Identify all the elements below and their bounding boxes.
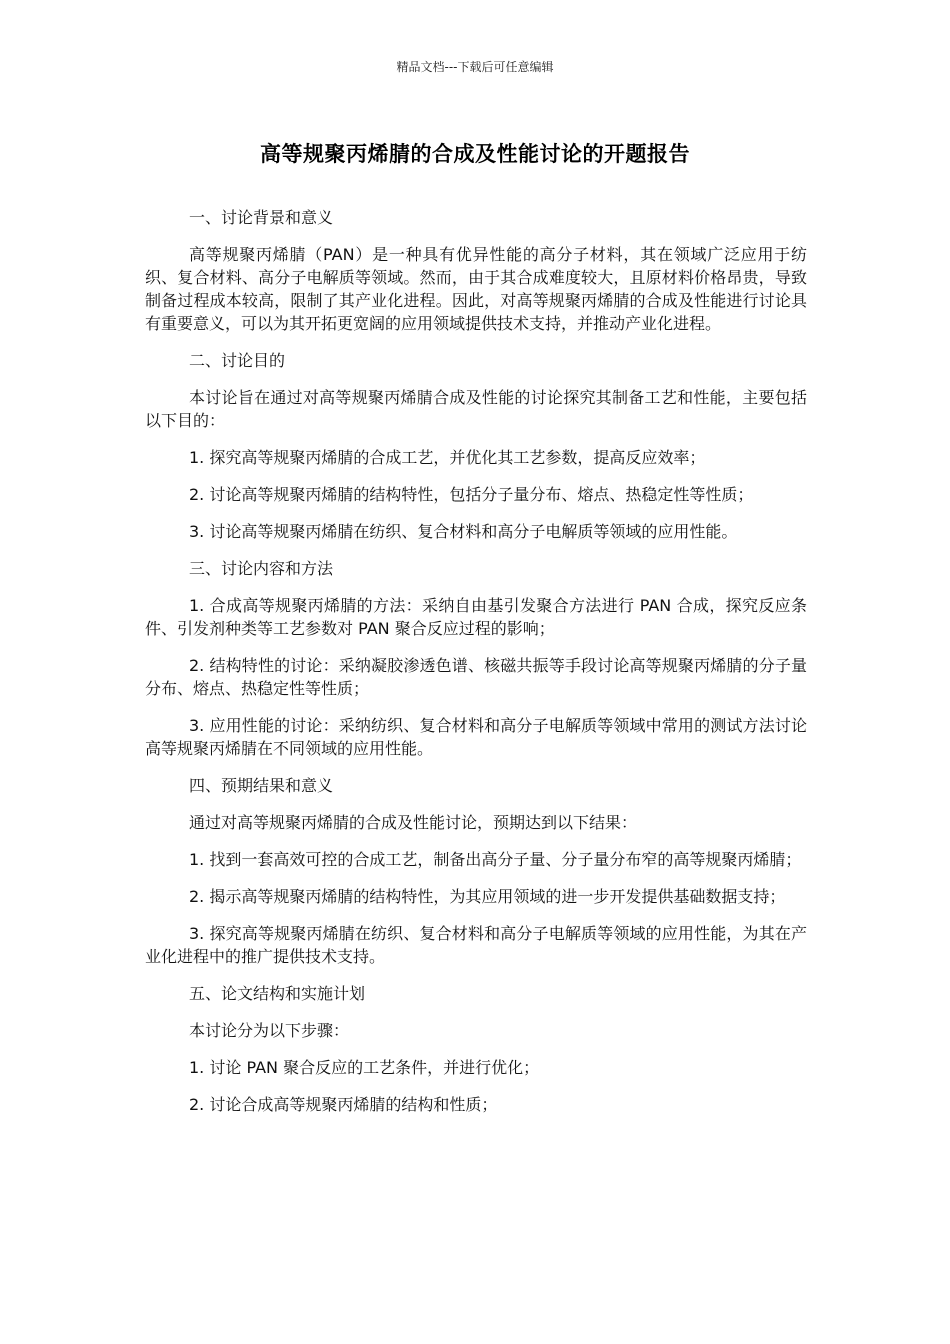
list-item-step-2: 2. 讨论合成高等规聚丙烯腈的结构和性质；: [189, 1095, 498, 1114]
list-item-purpose-1: 1. 探究高等规聚丙烯腈的合成工艺，并优化其工艺参数，提高反应效率；: [189, 448, 706, 467]
section-heading-expected-results: 四、预期结果和意义: [189, 776, 334, 795]
list-item-result-3: 3. 探究高等规聚丙烯腈在纺织、复合材料和高分子电解质等领域的应用性能，为其在产业化进程中的推广提供技术支持。: [145, 924, 807, 966]
section-heading-content-methods: 三、讨论内容和方法: [189, 559, 334, 578]
list-item-step-1: 1. 讨论 PAN 聚合反应的工艺条件，并进行优化；: [189, 1058, 540, 1077]
list-item-result-1: 1. 找到一套高效可控的合成工艺，制备出高分子量、分子量分布窄的高等规聚丙烯腈；: [189, 850, 802, 869]
document-body: [145, 206, 807, 1116]
document-title: 高等规聚丙烯腈的合成及性能讨论的开题报告: [260, 142, 690, 166]
paragraph-purpose-intro: 本讨论旨在通过对高等规聚丙烯腈合成及性能的讨论探究其制备工艺和性能，主要包括以下目的：: [145, 388, 807, 430]
list-item-method-1: 1. 合成高等规聚丙烯腈的方法：采纳自由基引发聚合方法进行 PAN 合成，探究反应条件、引发剂种类等工艺参数对 PAN 聚合反应过程的影响；: [145, 596, 807, 638]
list-item-result-2: 2. 揭示高等规聚丙烯腈的结构特性，为其应用领域的进一步开发提供基础数据支持；: [189, 887, 786, 906]
paragraph-plan-intro: 本讨论分为以下步骤：: [189, 1021, 350, 1040]
paragraph-background: 高等规聚丙烯腈（PAN）是一种具有优异性能的高分子材料，其在领域广泛应用于纺织、复合材料、高分子电解质等领域。然而，由于其合成难度较大，且原材料价格昂贵，导致制备过程成本较高，限制了其产业化进程。因此，对高等规聚丙烯腈的合成及性能进行讨论具有重要意义，可以为其开拓更宽阔的应用领域提供技术支持，并推动产业化进程。: [145, 245, 807, 333]
header-note: 精品文档---下载后可任意编辑: [396, 60, 554, 74]
list-item-purpose-2: 2. 讨论高等规聚丙烯腈的结构特性，包括分子量分布、熔点、热稳定性等性质；: [189, 485, 754, 504]
list-item-purpose-3: 3. 讨论高等规聚丙烯腈在纺织、复合材料和高分子电解质等领域的应用性能。: [189, 522, 738, 541]
section-heading-purpose: 二、讨论目的: [189, 351, 286, 370]
section-heading-background: 一、讨论背景和意义: [189, 208, 334, 227]
list-item-method-3: 3. 应用性能的讨论：采纳纺织、复合材料和高分子电解质等领域中常用的测试方法讨论高等规聚丙烯腈在不同领域的应用性能。: [145, 716, 807, 758]
section-heading-structure-plan: 五、论文结构和实施计划: [189, 984, 366, 1003]
paragraph-results-intro: 通过对高等规聚丙烯腈的合成及性能讨论，预期达到以下结果：: [189, 813, 638, 832]
list-item-method-2: 2. 结构特性的讨论：采纳凝胶渗透色谱、核磁共振等手段讨论高等规聚丙烯腈的分子量分布、熔点、热稳定性等性质；: [145, 656, 807, 698]
